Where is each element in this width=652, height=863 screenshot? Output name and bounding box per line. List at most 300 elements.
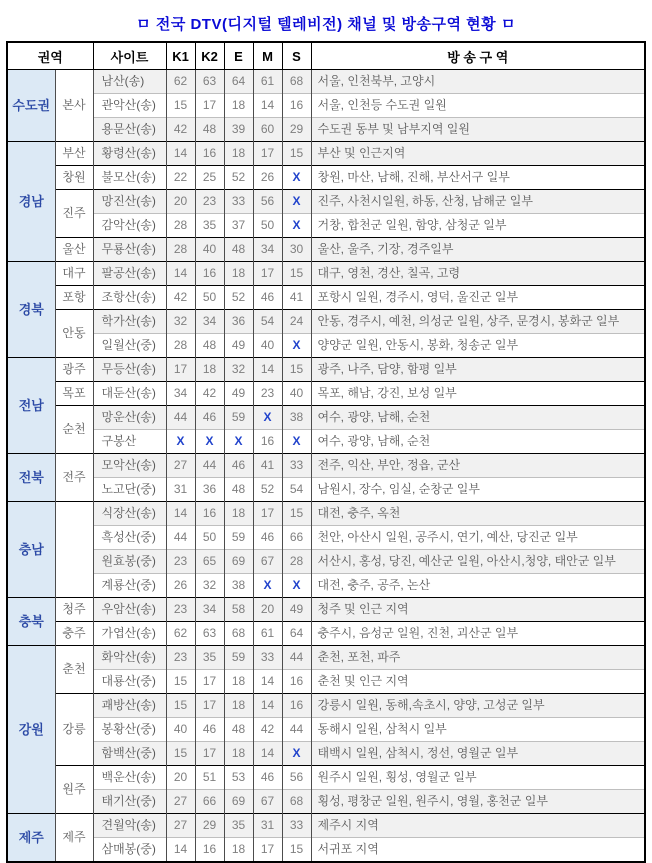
site-cell: 괘방산(송) bbox=[93, 694, 166, 718]
table-row bbox=[7, 118, 645, 142]
channel-cell: 27 bbox=[166, 790, 195, 814]
channel-cell: 48 bbox=[224, 478, 253, 502]
area-cell: 목포, 해남, 강진, 보성 일부 bbox=[311, 382, 645, 406]
channel-cell: 67 bbox=[253, 550, 282, 574]
channel-cell: 28 bbox=[166, 334, 195, 358]
column-header-site: 사이트 bbox=[93, 42, 166, 70]
area-cell: 수도권 동부 및 남부지역 일원 bbox=[311, 118, 645, 142]
channel-cell: 17 bbox=[166, 358, 195, 382]
area-cell: 춘천, 포천, 파주 bbox=[311, 646, 645, 670]
channel-cell: 42 bbox=[195, 382, 224, 406]
subregion-cell: 본사 bbox=[55, 70, 93, 142]
channel-cell: 18 bbox=[224, 742, 253, 766]
channel-cell: 42 bbox=[166, 286, 195, 310]
dtv-channel-table bbox=[6, 41, 646, 863]
region-cell: 강원 bbox=[7, 646, 55, 814]
channel-cell: 69 bbox=[224, 550, 253, 574]
table-row bbox=[7, 454, 645, 478]
channel-cell: 40 bbox=[253, 334, 282, 358]
site-cell: 관악산(송) bbox=[93, 94, 166, 118]
site-cell: 팔공산(송) bbox=[93, 262, 166, 286]
channel-cell: 61 bbox=[253, 70, 282, 94]
channel-cell: 39 bbox=[224, 118, 253, 142]
channel-cell: 50 bbox=[195, 286, 224, 310]
channel-cell: 60 bbox=[253, 118, 282, 142]
channel-cell: X bbox=[253, 406, 282, 430]
area-cell: 충주시, 음성군 일원, 진천, 괴산군 일부 bbox=[311, 622, 645, 646]
channel-cell: 18 bbox=[224, 262, 253, 286]
channel-cell: 68 bbox=[224, 622, 253, 646]
site-cell: 함백산(중) bbox=[93, 742, 166, 766]
area-cell: 안동, 경주시, 예천, 의성군 일원, 상주, 문경시, 봉화군 일부 bbox=[311, 310, 645, 334]
channel-cell: 38 bbox=[224, 574, 253, 598]
column-header-k2: K2 bbox=[195, 42, 224, 70]
site-cell: 대둔산(송) bbox=[93, 382, 166, 406]
channel-cell: 16 bbox=[195, 142, 224, 166]
channel-cell: 14 bbox=[166, 502, 195, 526]
channel-cell: 18 bbox=[224, 142, 253, 166]
area-cell: 진주, 사천시일원, 하동, 산청, 남해군 일부 bbox=[311, 190, 645, 214]
channel-cell: 16 bbox=[282, 670, 311, 694]
channel-cell: 59 bbox=[224, 406, 253, 430]
column-header-k1: K1 bbox=[166, 42, 195, 70]
channel-cell: 36 bbox=[224, 310, 253, 334]
channel-cell: 63 bbox=[195, 622, 224, 646]
site-cell: 삼매봉(중) bbox=[93, 838, 166, 863]
area-cell: 횡성, 평창군 일원, 원주시, 영월, 홍천군 일부 bbox=[311, 790, 645, 814]
channel-cell: 65 bbox=[195, 550, 224, 574]
subregion-cell: 진주 bbox=[55, 190, 93, 238]
channel-cell: 49 bbox=[282, 598, 311, 622]
page-title: ㅁ 전국 DTV(디지털 텔레비전) 채널 및 방송구역 현황 ㅁ bbox=[136, 16, 516, 33]
channel-cell: 64 bbox=[282, 622, 311, 646]
channel-cell: 20 bbox=[166, 190, 195, 214]
region-cell: 경북 bbox=[7, 262, 55, 358]
subregion-cell: 포항 bbox=[55, 286, 93, 310]
channel-cell: 36 bbox=[195, 478, 224, 502]
channel-cell: 42 bbox=[166, 118, 195, 142]
channel-cell: 24 bbox=[282, 310, 311, 334]
channel-cell: 14 bbox=[253, 670, 282, 694]
area-cell: 부산 및 인근지역 bbox=[311, 142, 645, 166]
channel-cell: 56 bbox=[282, 766, 311, 790]
channel-cell: 30 bbox=[282, 238, 311, 262]
channel-cell: 62 bbox=[166, 70, 195, 94]
site-cell: 봉황산(중) bbox=[93, 718, 166, 742]
channel-cell: X bbox=[282, 742, 311, 766]
table-row bbox=[7, 94, 645, 118]
region-cell: 전북 bbox=[7, 454, 55, 502]
channel-cell: 35 bbox=[224, 814, 253, 838]
site-cell: 용문산(송) bbox=[93, 118, 166, 142]
area-cell: 여수, 광양, 남해, 순천 bbox=[311, 406, 645, 430]
channel-cell: 14 bbox=[166, 262, 195, 286]
channel-cell: 33 bbox=[282, 814, 311, 838]
area-cell: 대전, 충주, 옥천 bbox=[311, 502, 645, 526]
area-cell: 서울, 인천등 수도권 일원 bbox=[311, 94, 645, 118]
table-row bbox=[7, 142, 645, 166]
site-cell: 우암산(송) bbox=[93, 598, 166, 622]
channel-cell: 37 bbox=[224, 214, 253, 238]
channel-cell: 48 bbox=[224, 238, 253, 262]
site-cell: 흑성산(중) bbox=[93, 526, 166, 550]
area-cell: 대전, 충주, 공주, 논산 bbox=[311, 574, 645, 598]
channel-cell: 15 bbox=[282, 262, 311, 286]
channel-cell: 15 bbox=[166, 670, 195, 694]
table-row bbox=[7, 718, 645, 742]
site-cell: 학가산(송) bbox=[93, 310, 166, 334]
column-header-s: S bbox=[282, 42, 311, 70]
table-row bbox=[7, 214, 645, 238]
channel-cell: 40 bbox=[282, 382, 311, 406]
table-row bbox=[7, 670, 645, 694]
channel-cell: 23 bbox=[166, 598, 195, 622]
channel-cell: 17 bbox=[253, 502, 282, 526]
channel-cell: 15 bbox=[166, 742, 195, 766]
channel-cell: 28 bbox=[166, 238, 195, 262]
channel-cell: 51 bbox=[195, 766, 224, 790]
channel-cell: X bbox=[282, 574, 311, 598]
table-row bbox=[7, 598, 645, 622]
subregion-cell: 광주 bbox=[55, 358, 93, 382]
channel-cell: 32 bbox=[166, 310, 195, 334]
area-cell: 양양군 일원, 안동시, 봉화, 청송군 일부 bbox=[311, 334, 645, 358]
channel-cell: 42 bbox=[253, 718, 282, 742]
channel-cell: 68 bbox=[282, 70, 311, 94]
channel-cell: 18 bbox=[224, 838, 253, 863]
channel-cell: X bbox=[253, 574, 282, 598]
table-row bbox=[7, 574, 645, 598]
channel-cell: 14 bbox=[166, 142, 195, 166]
channel-cell: 53 bbox=[224, 766, 253, 790]
channel-cell: 14 bbox=[253, 358, 282, 382]
channel-cell: X bbox=[195, 430, 224, 454]
area-cell: 청주 및 인근 지역 bbox=[311, 598, 645, 622]
site-cell: 노고단(중) bbox=[93, 478, 166, 502]
area-cell: 포항시 일원, 경주시, 영덕, 울진군 일부 bbox=[311, 286, 645, 310]
channel-cell: 52 bbox=[224, 166, 253, 190]
table-row bbox=[7, 766, 645, 790]
channel-cell: 54 bbox=[253, 310, 282, 334]
channel-cell: 61 bbox=[253, 622, 282, 646]
channel-cell: 27 bbox=[166, 454, 195, 478]
area-cell: 동해시 일원, 삼척시 일부 bbox=[311, 718, 645, 742]
channel-cell: X bbox=[282, 214, 311, 238]
table-row bbox=[7, 742, 645, 766]
area-cell: 전주, 익산, 부안, 정읍, 군산 bbox=[311, 454, 645, 478]
site-cell: 감악산(송) bbox=[93, 214, 166, 238]
table-row bbox=[7, 70, 645, 94]
channel-cell: 52 bbox=[253, 478, 282, 502]
table-row bbox=[7, 166, 645, 190]
area-cell: 거창, 합천군 일원, 함양, 삼청군 일부 bbox=[311, 214, 645, 238]
site-cell: 조항산(송) bbox=[93, 286, 166, 310]
channel-cell: 15 bbox=[282, 838, 311, 863]
channel-cell: X bbox=[282, 334, 311, 358]
subregion-cell: 제주 bbox=[55, 814, 93, 863]
channel-cell: 49 bbox=[224, 334, 253, 358]
table-row bbox=[7, 286, 645, 310]
subregion-cell bbox=[55, 502, 93, 598]
area-cell: 서산시, 홍성, 당진, 예산군 일원, 아산시,청양, 태안군 일부 bbox=[311, 550, 645, 574]
channel-cell: 59 bbox=[224, 646, 253, 670]
channel-cell: 15 bbox=[166, 94, 195, 118]
channel-cell: 46 bbox=[253, 766, 282, 790]
area-cell: 제주시 지역 bbox=[311, 814, 645, 838]
table-row bbox=[7, 382, 645, 406]
channel-cell: 17 bbox=[253, 142, 282, 166]
channel-cell: 15 bbox=[282, 358, 311, 382]
channel-cell: 46 bbox=[253, 526, 282, 550]
region-cell: 충북 bbox=[7, 598, 55, 646]
channel-cell: 14 bbox=[166, 838, 195, 863]
channel-cell: 32 bbox=[195, 574, 224, 598]
channel-cell: 26 bbox=[253, 166, 282, 190]
area-cell: 남원시, 장수, 임실, 순창군 일부 bbox=[311, 478, 645, 502]
table-row bbox=[7, 358, 645, 382]
region-cell: 전남 bbox=[7, 358, 55, 454]
channel-cell: 66 bbox=[282, 526, 311, 550]
table-row bbox=[7, 550, 645, 574]
channel-cell: 28 bbox=[166, 214, 195, 238]
channel-cell: 15 bbox=[282, 142, 311, 166]
area-cell: 천안, 아산시 일원, 공주시, 연기, 예산, 당진군 일부 bbox=[311, 526, 645, 550]
channel-cell: 56 bbox=[253, 190, 282, 214]
table-row bbox=[7, 406, 645, 430]
channel-cell: 50 bbox=[253, 214, 282, 238]
channel-cell: 48 bbox=[195, 118, 224, 142]
site-cell: 불모산(송) bbox=[93, 166, 166, 190]
channel-cell: 16 bbox=[195, 838, 224, 863]
site-cell: 구봉산 bbox=[93, 430, 166, 454]
channel-cell: 18 bbox=[224, 670, 253, 694]
channel-cell: 15 bbox=[282, 502, 311, 526]
channel-cell: 52 bbox=[224, 286, 253, 310]
site-cell: 백운산(송) bbox=[93, 766, 166, 790]
table-row bbox=[7, 478, 645, 502]
channel-cell: 23 bbox=[166, 550, 195, 574]
channel-cell: 16 bbox=[195, 502, 224, 526]
subregion-cell: 울산 bbox=[55, 238, 93, 262]
channel-cell: 18 bbox=[224, 502, 253, 526]
site-cell: 가엽산(송) bbox=[93, 622, 166, 646]
channel-cell: 17 bbox=[253, 838, 282, 863]
channel-cell: 40 bbox=[166, 718, 195, 742]
channel-cell: 67 bbox=[253, 790, 282, 814]
channel-cell: 54 bbox=[282, 478, 311, 502]
channel-cell: 33 bbox=[224, 190, 253, 214]
channel-cell: 26 bbox=[166, 574, 195, 598]
channel-cell: 18 bbox=[224, 694, 253, 718]
channel-cell: 16 bbox=[282, 694, 311, 718]
channel-cell: 46 bbox=[253, 286, 282, 310]
area-cell: 광주, 나주, 담양, 함평 일부 bbox=[311, 358, 645, 382]
subregion-cell: 춘천 bbox=[55, 646, 93, 694]
table-row bbox=[7, 694, 645, 718]
channel-cell: X bbox=[282, 190, 311, 214]
site-cell: 무등산(송) bbox=[93, 358, 166, 382]
channel-cell: 69 bbox=[224, 790, 253, 814]
channel-cell: 44 bbox=[282, 646, 311, 670]
channel-cell: X bbox=[282, 166, 311, 190]
channel-cell: 17 bbox=[195, 670, 224, 694]
channel-cell: 48 bbox=[224, 718, 253, 742]
table-row bbox=[7, 622, 645, 646]
channel-cell: 20 bbox=[253, 598, 282, 622]
channel-cell: 15 bbox=[166, 694, 195, 718]
channel-cell: 44 bbox=[195, 454, 224, 478]
channel-cell: X bbox=[224, 430, 253, 454]
channel-cell: 35 bbox=[195, 646, 224, 670]
channel-cell: 16 bbox=[282, 94, 311, 118]
channel-cell: 23 bbox=[195, 190, 224, 214]
channel-cell: 17 bbox=[195, 742, 224, 766]
region-cell: 경남 bbox=[7, 142, 55, 262]
channel-cell: 66 bbox=[195, 790, 224, 814]
channel-cell: 31 bbox=[253, 814, 282, 838]
subregion-cell: 청주 bbox=[55, 598, 93, 622]
table-row bbox=[7, 790, 645, 814]
column-header-region: 권역 bbox=[7, 42, 93, 70]
channel-cell: 34 bbox=[253, 238, 282, 262]
channel-cell: 14 bbox=[253, 94, 282, 118]
site-cell: 계룡산(중) bbox=[93, 574, 166, 598]
channel-cell: 17 bbox=[195, 694, 224, 718]
site-cell: 망운산(송) bbox=[93, 406, 166, 430]
channel-cell: 64 bbox=[224, 70, 253, 94]
area-cell: 원주시 일원, 횡성, 영월군 일부 bbox=[311, 766, 645, 790]
subregion-cell: 대구 bbox=[55, 262, 93, 286]
channel-cell: 32 bbox=[224, 358, 253, 382]
channel-cell: 34 bbox=[166, 382, 195, 406]
table-row bbox=[7, 310, 645, 334]
channel-cell: 58 bbox=[224, 598, 253, 622]
table-row bbox=[7, 190, 645, 214]
table-row bbox=[7, 814, 645, 838]
channel-cell: 16 bbox=[195, 262, 224, 286]
table-row bbox=[7, 238, 645, 262]
area-cell: 강릉시 일원, 동해,속초시, 양양, 고성군 일부 bbox=[311, 694, 645, 718]
dtv-table-body bbox=[7, 70, 645, 863]
channel-cell: X bbox=[166, 430, 195, 454]
table-row bbox=[7, 838, 645, 863]
subregion-cell: 부산 bbox=[55, 142, 93, 166]
channel-cell: 23 bbox=[166, 646, 195, 670]
header-row bbox=[7, 42, 645, 70]
channel-cell: 59 bbox=[224, 526, 253, 550]
table-row bbox=[7, 262, 645, 286]
site-cell: 망진산(송) bbox=[93, 190, 166, 214]
channel-cell: 29 bbox=[282, 118, 311, 142]
area-cell: 대구, 영천, 경산, 칠곡, 고령 bbox=[311, 262, 645, 286]
area-cell: 춘천 및 인근 지역 bbox=[311, 670, 645, 694]
channel-cell: 27 bbox=[166, 814, 195, 838]
site-cell: 원효봉(중) bbox=[93, 550, 166, 574]
area-cell: 여수, 광양, 남해, 순천 bbox=[311, 430, 645, 454]
channel-cell: 38 bbox=[282, 406, 311, 430]
channel-cell: 41 bbox=[253, 454, 282, 478]
subregion-cell: 창원 bbox=[55, 166, 93, 190]
channel-cell: 35 bbox=[195, 214, 224, 238]
site-cell: 남산(송) bbox=[93, 70, 166, 94]
channel-cell: 44 bbox=[166, 526, 195, 550]
channel-cell: 16 bbox=[253, 430, 282, 454]
site-cell: 황령산(송) bbox=[93, 142, 166, 166]
subregion-cell: 전주 bbox=[55, 454, 93, 502]
channel-cell: 25 bbox=[195, 166, 224, 190]
site-cell: 화악산(송) bbox=[93, 646, 166, 670]
site-cell: 무룡산(송) bbox=[93, 238, 166, 262]
channel-cell: 46 bbox=[224, 454, 253, 478]
channel-cell: 28 bbox=[282, 550, 311, 574]
channel-cell: 23 bbox=[253, 382, 282, 406]
table-row bbox=[7, 502, 645, 526]
area-cell: 서귀포 지역 bbox=[311, 838, 645, 863]
area-cell: 태백시 일원, 삼척시, 정선, 영월군 일부 bbox=[311, 742, 645, 766]
subregion-cell: 안동 bbox=[55, 310, 93, 358]
channel-cell: 41 bbox=[282, 286, 311, 310]
channel-cell: 14 bbox=[253, 694, 282, 718]
channel-cell: 68 bbox=[282, 790, 311, 814]
region-cell: 충남 bbox=[7, 502, 55, 598]
channel-cell: 34 bbox=[195, 310, 224, 334]
channel-cell: 63 bbox=[195, 70, 224, 94]
region-cell: 제주 bbox=[7, 814, 55, 863]
channel-cell: 17 bbox=[195, 94, 224, 118]
area-cell: 창원, 마산, 남해, 진해, 부산서구 일부 bbox=[311, 166, 645, 190]
channel-cell: 22 bbox=[166, 166, 195, 190]
table-row bbox=[7, 430, 645, 454]
channel-cell: 14 bbox=[253, 742, 282, 766]
channel-cell: 18 bbox=[224, 94, 253, 118]
subregion-cell: 충주 bbox=[55, 622, 93, 646]
channel-cell: 44 bbox=[282, 718, 311, 742]
subregion-cell: 목포 bbox=[55, 382, 93, 406]
channel-cell: 46 bbox=[195, 718, 224, 742]
channel-cell: 48 bbox=[195, 334, 224, 358]
site-cell: 태기산(중) bbox=[93, 790, 166, 814]
channel-cell: 49 bbox=[224, 382, 253, 406]
subregion-cell: 순천 bbox=[55, 406, 93, 454]
area-cell: 서울, 인천북부, 고양시 bbox=[311, 70, 645, 94]
table-row bbox=[7, 646, 645, 670]
channel-cell: 33 bbox=[253, 646, 282, 670]
channel-cell: 17 bbox=[253, 262, 282, 286]
site-cell: 견월악(송) bbox=[93, 814, 166, 838]
channel-cell: 31 bbox=[166, 478, 195, 502]
region-cell: 수도권 bbox=[7, 70, 55, 142]
channel-cell: 50 bbox=[195, 526, 224, 550]
channel-cell: 40 bbox=[195, 238, 224, 262]
channel-cell: 20 bbox=[166, 766, 195, 790]
column-header-m: M bbox=[253, 42, 282, 70]
channel-cell: 46 bbox=[195, 406, 224, 430]
site-cell: 모악산(송) bbox=[93, 454, 166, 478]
site-cell: 대룡산(중) bbox=[93, 670, 166, 694]
subregion-cell: 원주 bbox=[55, 766, 93, 814]
subregion-cell: 강릉 bbox=[55, 694, 93, 766]
channel-cell: 29 bbox=[195, 814, 224, 838]
site-cell: 일월산(중) bbox=[93, 334, 166, 358]
area-cell: 울산, 울주, 기장, 경주일부 bbox=[311, 238, 645, 262]
channel-cell: 18 bbox=[195, 358, 224, 382]
channel-cell: 34 bbox=[195, 598, 224, 622]
column-header-e: E bbox=[224, 42, 253, 70]
channel-cell: 44 bbox=[166, 406, 195, 430]
table-row bbox=[7, 526, 645, 550]
channel-cell: X bbox=[282, 430, 311, 454]
channel-cell: 33 bbox=[282, 454, 311, 478]
